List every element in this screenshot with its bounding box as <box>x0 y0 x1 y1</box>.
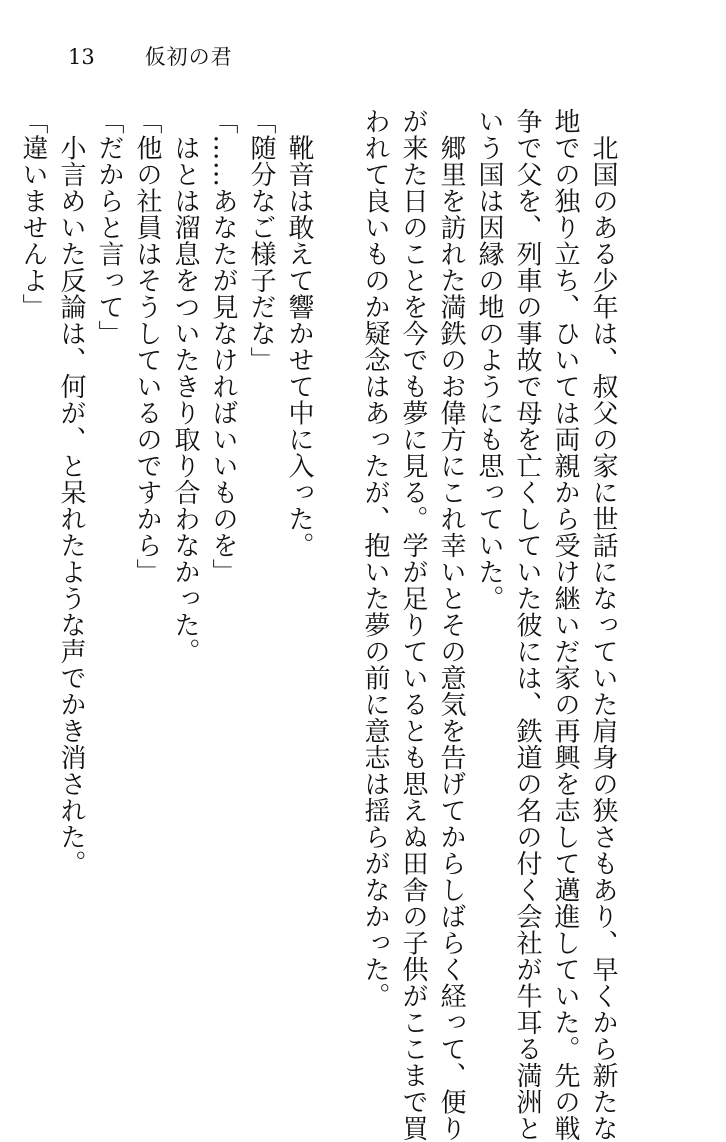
text-line-6: が来た日のことを今でも夢に見る。学が足りているとも思えぬ田舎の子供がここまで買 <box>398 108 428 1142</box>
text-line-3: 争で父を、列車の事故で母を亡くしていた彼には、鉄道の名の付く会社が牛耳る満洲と <box>512 108 542 1142</box>
page-header <box>68 42 233 72</box>
text-line-1: 北国のある少年は、叔父の家に世話になっていた肩身の狭さもあり、早くから新たな <box>588 108 618 1142</box>
vertical-text-body <box>14 108 622 1142</box>
text-line-12: 「他の社員はそうしているのですから」 <box>132 108 162 585</box>
text-line-10: 「……あなたが見なければいいものを」 <box>208 108 238 585</box>
text-line-11: はとは溜息をついたきり取り合わなかった。 <box>170 108 200 665</box>
page-number: 13 <box>68 45 95 69</box>
text-line-2: 地での独り立ち、ひいては両親から受け継いだ家の再興を志して邁進していた。先の戦 <box>550 108 580 1142</box>
text-line-15: 「違いませんよ」 <box>18 108 48 320</box>
text-line-4: いう国は因縁の地のようにも思っていた。 <box>474 108 504 612</box>
text-line-13: 「だからと言って」 <box>94 108 124 347</box>
text-line-9: 「随分なご様子だな」 <box>246 108 276 373</box>
text-line-8: 靴音は敢えて響かせて中に入った。 <box>284 108 314 559</box>
text-line-14: 小言めいた反論は、何が、と呆れたような声でかき消された。 <box>56 108 86 877</box>
chapter-title: 仮初の君 <box>144 45 233 69</box>
blank-line <box>318 108 356 988</box>
text-line-5: 郷里を訪れた満鉄のお偉方にこれ幸いとその意気を告げてからしばらく経って、便り <box>436 108 466 1142</box>
text-line-7: われて良いものか疑念はあったが、抱いた夢の前に意志は揺らがなかった。 <box>360 108 390 1009</box>
